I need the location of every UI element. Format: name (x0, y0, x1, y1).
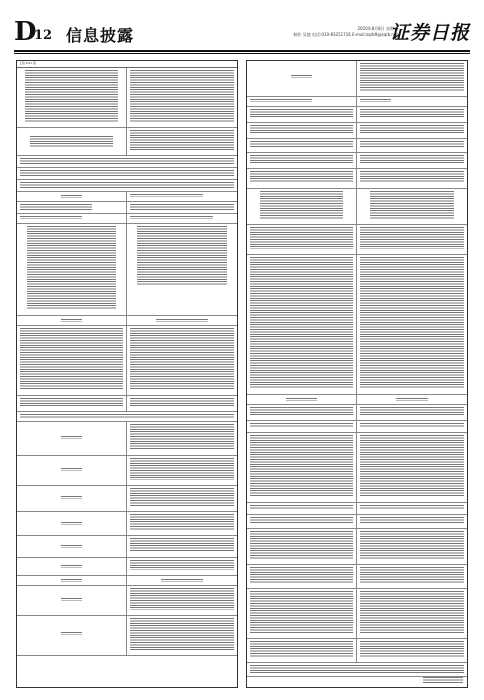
table-cell (357, 123, 467, 138)
table-row (17, 486, 237, 512)
table-cell (17, 456, 127, 485)
table-row (247, 433, 467, 503)
table-cell (127, 512, 237, 535)
table-cell (247, 139, 357, 152)
table-cell (17, 202, 127, 213)
table-cell (127, 616, 237, 655)
table-cell (17, 422, 127, 455)
table-row (247, 395, 467, 405)
table-cell (357, 565, 467, 588)
table-cell (357, 225, 467, 254)
table-cell (127, 192, 237, 201)
page-letter: D (14, 17, 37, 47)
table-cell (247, 107, 357, 122)
table-cell (17, 536, 127, 557)
table-row (17, 128, 237, 156)
table-cell (127, 128, 237, 155)
table-row (247, 61, 467, 97)
table-cell (127, 396, 237, 411)
table-row (247, 169, 467, 189)
table-cell (357, 139, 467, 152)
table-row (247, 123, 467, 139)
table-cell (247, 169, 357, 188)
table-cell (357, 97, 467, 106)
table-cell (127, 224, 237, 315)
masthead (14, 18, 470, 48)
table-row (247, 107, 467, 123)
table-cell (357, 503, 467, 514)
table-row (17, 202, 237, 214)
table-cell (247, 663, 467, 675)
table-row (17, 168, 237, 180)
table-cell (357, 529, 467, 564)
table-cell (127, 586, 237, 615)
table-row (247, 421, 467, 433)
table-row (247, 529, 467, 565)
announcement-table-right (246, 60, 468, 688)
table-row (247, 663, 467, 677)
table-row (17, 214, 237, 224)
continuation-note: 上接 D11 版 (17, 61, 237, 68)
table-cell (247, 255, 357, 394)
table-cell (357, 589, 467, 638)
table-cell (17, 214, 127, 223)
table-cell (127, 316, 237, 325)
table-cell (127, 558, 237, 575)
table-cell (17, 156, 237, 166)
table-row (17, 224, 237, 316)
table-cell (357, 255, 467, 394)
table-row (247, 565, 467, 589)
table-row (17, 192, 237, 202)
table-cell (247, 565, 357, 588)
table-cell (247, 189, 357, 224)
table-cell (17, 168, 237, 178)
announcement-signature (423, 677, 463, 683)
table-cell (247, 97, 357, 106)
table-cell (357, 61, 467, 96)
table-cell (127, 422, 237, 455)
table-cell (357, 433, 467, 502)
table-cell (247, 503, 357, 514)
table-cell (17, 224, 127, 315)
table-cell (17, 586, 127, 615)
contact-line: 制作 吴越 电话:010-83251716 E-mail:zqrb9@zqrb.net (293, 32, 398, 37)
table-row (17, 180, 237, 192)
table-cell (357, 395, 467, 404)
table-cell (127, 486, 237, 511)
section-title: 信息披露 (66, 26, 135, 45)
masthead-rule-thin (14, 53, 470, 54)
table-row (247, 515, 467, 529)
table-row (17, 68, 237, 128)
table-cell (247, 589, 357, 638)
issue-meta (293, 26, 398, 38)
table-cell (17, 68, 127, 127)
table-cell (127, 536, 237, 557)
table-cell (17, 192, 127, 201)
table-cell (247, 153, 357, 168)
table-row (17, 558, 237, 576)
table-cell (357, 169, 467, 188)
table-row (17, 456, 237, 486)
table-cell (17, 412, 237, 420)
table-row (17, 616, 237, 656)
table-row (247, 255, 467, 395)
table-cell (127, 214, 237, 223)
table-cell (247, 639, 357, 662)
table-cell (17, 576, 127, 585)
table-cell (247, 123, 357, 138)
table-cell (357, 107, 467, 122)
table-cell (17, 512, 127, 535)
table-row (17, 576, 237, 586)
table-row (17, 586, 237, 616)
table-row (247, 153, 467, 169)
table-cell (127, 326, 237, 395)
table-cell (17, 326, 127, 395)
page-number: 12 (34, 28, 53, 43)
table-cell (17, 180, 237, 190)
table-cell (127, 456, 237, 485)
table-row (247, 97, 467, 107)
table-cell (247, 405, 357, 420)
table-row (17, 326, 237, 396)
table-row (247, 189, 467, 225)
table-row (247, 405, 467, 421)
table-cell (247, 421, 357, 432)
date-line: 2020年8月8日 星期六 (357, 26, 398, 31)
table-cell (247, 433, 357, 502)
table-row (247, 225, 467, 255)
table-cell (127, 68, 237, 127)
table-row (247, 639, 467, 663)
table-cell (247, 515, 357, 528)
table-cell (357, 405, 467, 420)
table-row (17, 396, 237, 412)
table-cell (127, 576, 237, 585)
announcement-table-left (16, 60, 238, 688)
masthead-rule (14, 50, 470, 52)
table-cell (247, 61, 357, 96)
table-cell (17, 316, 127, 325)
table-cell (357, 421, 467, 432)
table-cell (17, 396, 127, 411)
table-cell (357, 189, 467, 224)
table-row (17, 536, 237, 558)
table-row (17, 422, 237, 456)
table-row (17, 512, 237, 536)
table-cell (17, 616, 127, 655)
table-row (17, 156, 237, 168)
table-cell (357, 515, 467, 528)
table-row (247, 139, 467, 153)
table-row (17, 412, 237, 422)
table-cell (247, 225, 357, 254)
table-row (247, 503, 467, 515)
table-cell (247, 529, 357, 564)
table-cell (247, 395, 357, 404)
table-row (17, 316, 237, 326)
table-cell (17, 128, 127, 155)
table-cell (127, 202, 237, 213)
table-cell (17, 486, 127, 511)
table-cell (357, 153, 467, 168)
newspaper-logo: 证券日报 (389, 22, 470, 44)
table-cell (17, 558, 127, 575)
table-row (247, 589, 467, 639)
table-cell (357, 639, 467, 662)
